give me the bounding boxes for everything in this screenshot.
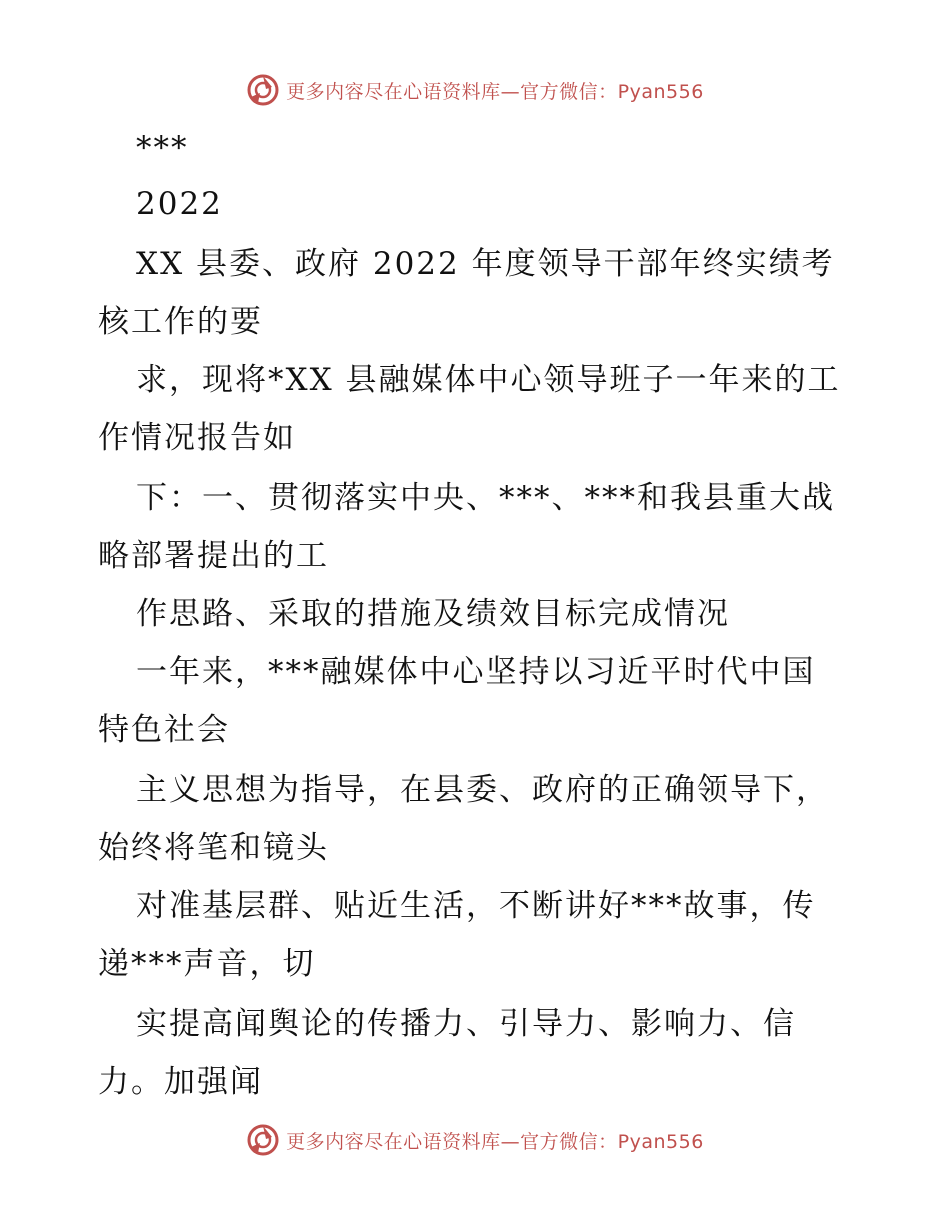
text-line: 作思路、采取的措施及绩效目标完成情况 — [136, 596, 730, 632]
text-line: 特色社会 — [98, 712, 230, 748]
text-line: 作情况报告如 — [98, 420, 296, 456]
text-line: 下：一、贯彻落实中央、***、***和我县重大战 — [136, 480, 835, 516]
watermark-text: 更多内容尽在心语资料库—官方微信：Pyan556 — [286, 80, 704, 103]
text-line: 一年来，***融媒体中心坚持以习近平时代中国 — [136, 654, 816, 690]
text-line: *** — [136, 130, 189, 166]
footer-watermark — [0, 1120, 950, 1160]
text-line: 始终将笔和镜头 — [98, 830, 329, 866]
text-line: 主义思想为指导，在县委、政府的正确领导下， — [136, 772, 829, 808]
text-line: XX 县委、政府 2022 年度领导干部年终实绩考 — [136, 246, 835, 282]
text-line: 递***声音，切 — [98, 946, 316, 982]
seal-logo-icon — [246, 73, 280, 107]
seal-logo-icon — [246, 1123, 280, 1157]
text-line: 力。加强闻 — [98, 1064, 263, 1100]
text-line: 求，现将*XX 县融媒体中心领导班子一年来的工 — [136, 362, 841, 398]
text-line: 实提高闻舆论的传播力、引导力、影响力、信 — [136, 1006, 796, 1042]
text-line: 略部署提出的工 — [98, 538, 329, 574]
text-line: 核工作的要 — [98, 304, 263, 340]
text-line: 2022 — [136, 186, 223, 222]
header-watermark — [0, 70, 950, 110]
text-line: 对准基层群、贴近生活，不断讲好***故事，传 — [136, 888, 816, 924]
watermark-text: 更多内容尽在心语资料库—官方微信：Pyan556 — [286, 1130, 704, 1153]
